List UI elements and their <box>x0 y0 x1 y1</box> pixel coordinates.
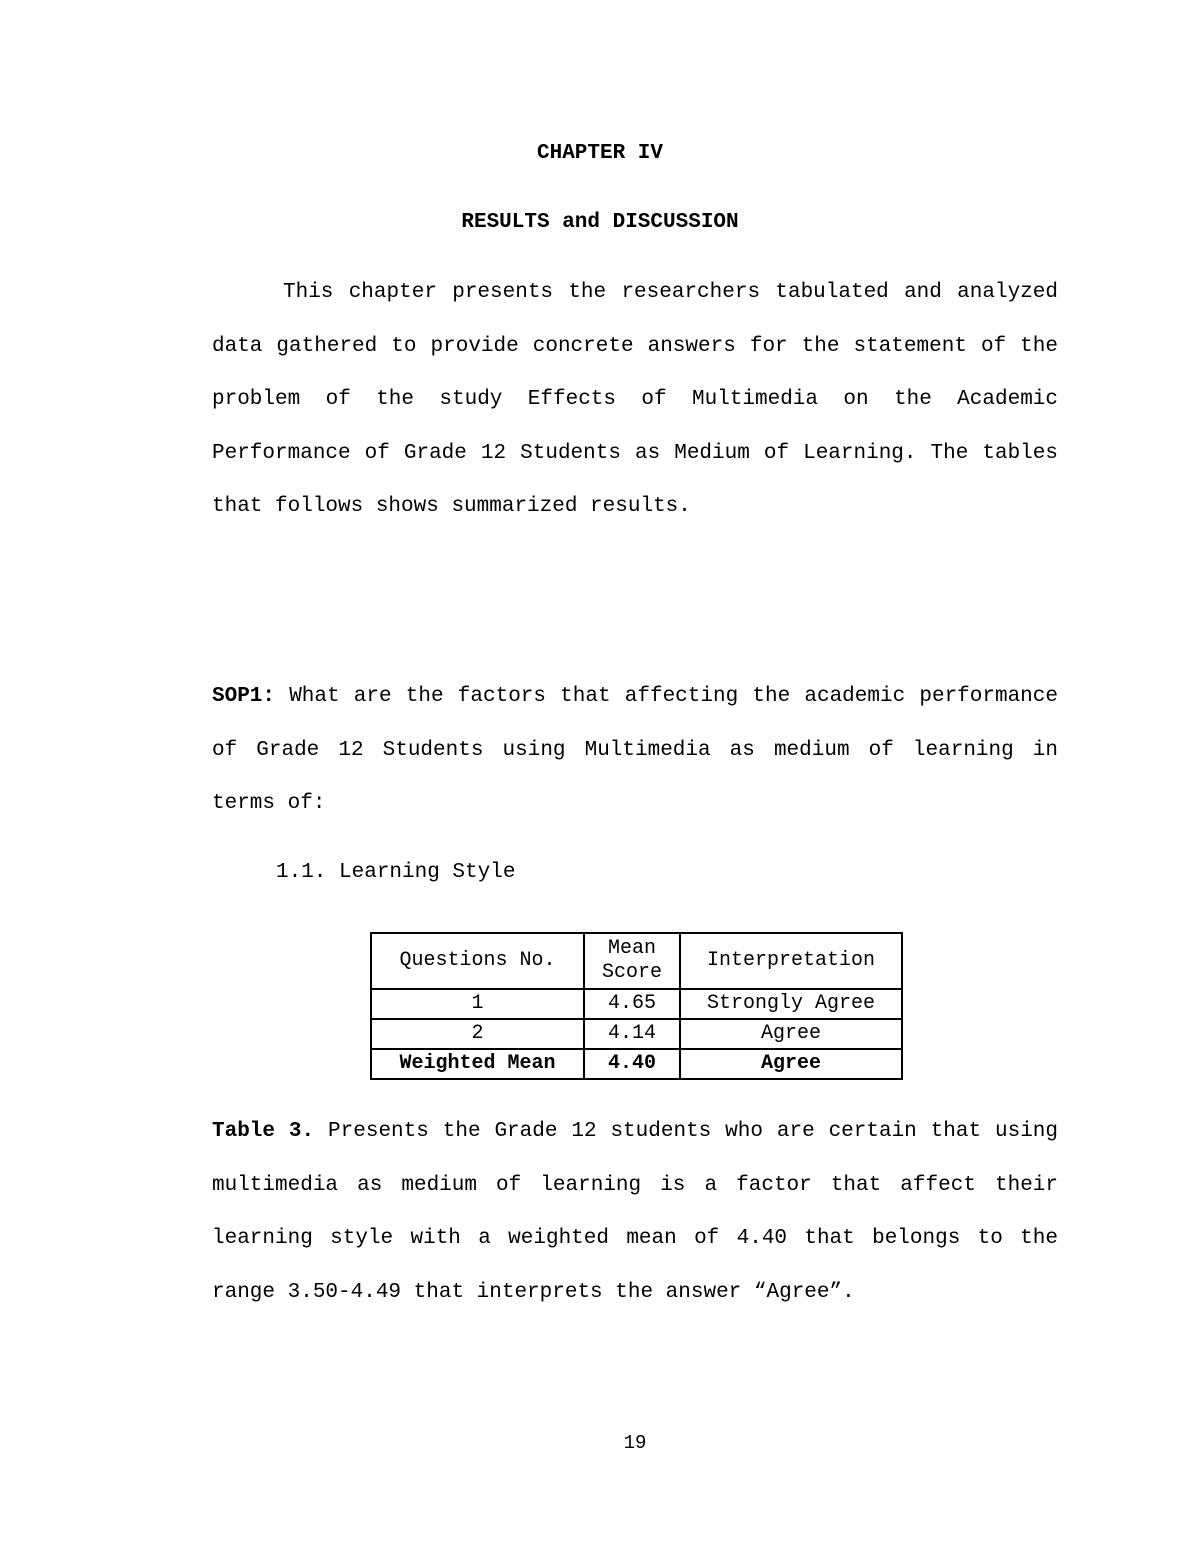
cell-interpretation: Strongly Agree <box>680 989 902 1019</box>
sop-label: SOP1: <box>212 685 276 708</box>
cell-question: 1 <box>371 989 584 1019</box>
cell-interpretation: Agree <box>680 1019 902 1049</box>
table-total-row <box>371 1049 902 1079</box>
caption-label: Table 3. <box>212 1120 315 1143</box>
caption-text: Presents the Grade 12 students who are certain that using multimedia as medium of learning is a factor that affect their learning style with a weighted mean of 4.40 that belongs to the range 3.50-4.49 that interprets the answer “Agree”. <box>212 1120 1058 1304</box>
cell-mean: 4.65 <box>584 989 680 1019</box>
section-title: RESULTS and DISCUSSION <box>461 211 739 234</box>
table-header-row <box>371 933 902 989</box>
header-interpretation: Interpretation <box>680 933 902 989</box>
cell-question: 2 <box>371 1019 584 1049</box>
cell-mean: 4.14 <box>584 1019 680 1049</box>
header-mean-score: Mean Score <box>584 933 680 989</box>
learning-style-table <box>370 932 903 1080</box>
header-questions-no: Questions No. <box>371 933 584 989</box>
cell-weighted-mean-label: Weighted Mean <box>371 1049 584 1079</box>
table-row <box>371 1019 902 1049</box>
cell-weighted-mean-interpretation: Agree <box>680 1049 902 1079</box>
table-row <box>371 989 902 1019</box>
sop-paragraph <box>212 670 1058 831</box>
intro-paragraph: This chapter presents the researchers tabulated and analyzed data gathered to provide concrete answers for the statement of the problem of the study Effects of Multimedia on the Academic Performance of Grade 12 Students as Medium of Learning. The tables that follows shows summarized results. <box>212 281 1058 518</box>
table-caption <box>212 1105 1058 1319</box>
cell-weighted-mean-value: 4.40 <box>584 1049 680 1079</box>
page-number: 19 <box>623 1432 647 1454</box>
sop-text: What are the factors that affecting the academic performance of Grade 12 Students using Multimedia as medium of learning in terms of: <box>212 685 1058 815</box>
chapter-title: CHAPTER IV <box>536 142 664 165</box>
subheading-learning-style: 1.1. Learning Style <box>276 861 516 884</box>
